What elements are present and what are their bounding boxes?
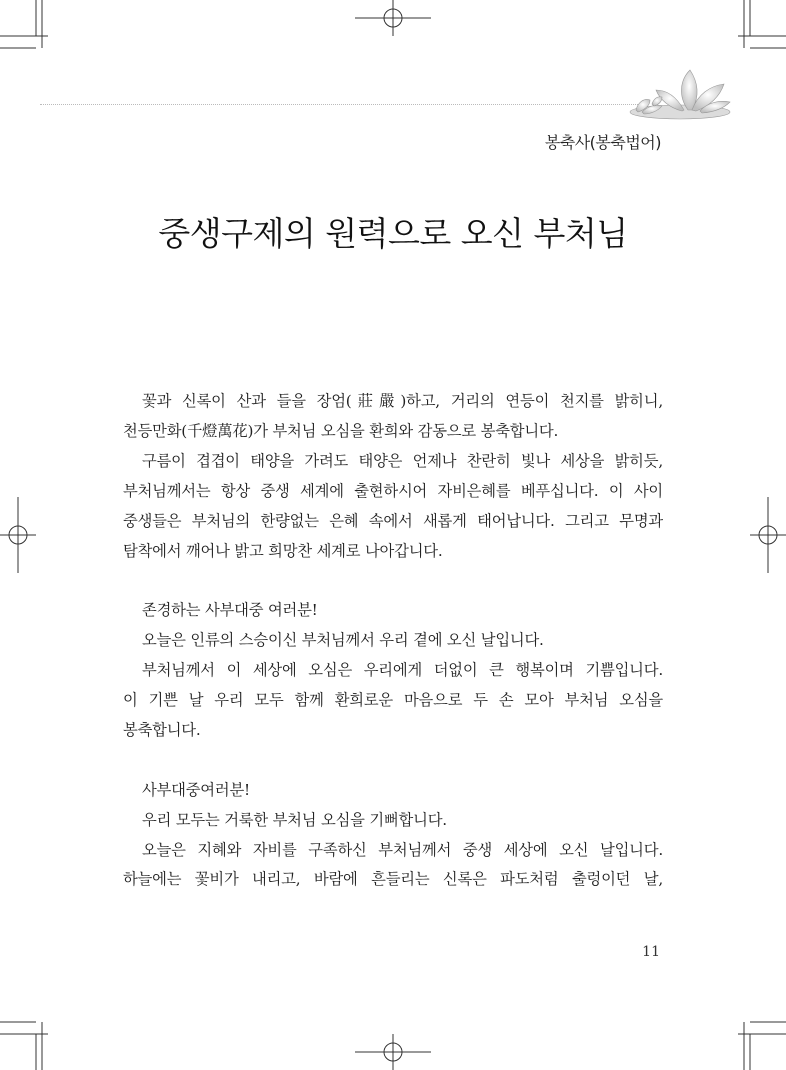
body-line: 구름이 겹겹이 태양을 가려도 태양은 언제나 찬란히 빛나 세상을 밝히듯, [142,451,663,470]
page-title: 중생구제의 원력으로 오신 부처님 [158,214,628,253]
body-line: 꽃과 신록이 산과 들을 장엄(莊嚴)하고, 거리의 연등이 천지를 밝히니, [142,392,663,410]
paragraph-gap [123,746,663,776]
paragraph-gap [123,566,663,596]
body-line: 사부대중여러분! [142,780,250,799]
body-line: 중생들은 부처님의 한량없는 은혜 속에서 새롭게 태어납니다. 그리고 무명과 [123,511,663,530]
body-line: 오늘은 지혜와 자비를 구족하신 부처님께서 중생 세상에 오신 날입니다. [142,840,663,859]
page-number: 11 [642,944,660,960]
body-line: 오늘은 인류의 스승이신 부처님께서 우리 곁에 오신 날입니다. [142,631,544,650]
body-line: 이 기쁜 날 우리 모두 함께 환희로운 마음으로 두 손 모아 부처님 오심을 [123,691,663,710]
lotus-flower-icon [628,66,732,120]
body-line: 우리 모두는 거룩한 부처님 오심을 기뻐합니다. [142,810,447,829]
section-label: 봉축사(봉축법어) [544,133,661,152]
body-line: 봉축합니다. [123,720,201,739]
body-line: 탐착에서 깨어나 밝고 희망찬 세계로 나아갑니다. [123,541,443,560]
body-line: 부처님께서 이 세상에 오심은 우리에게 더없이 큰 행복이며 기쁨입니다. [142,661,663,680]
body-line: 존경하는 사부대중 여러분! [142,601,318,620]
header-dotted-rule [40,104,640,105]
body-text [123,387,663,895]
body-line: 천등만화(千燈萬花)가 부처님 오심을 환희와 감동으로 봉축합니다. [123,421,559,440]
body-line: 하늘에는 꽃비가 내리고, 바람에 흔들리는 신록은 파도처럼 출렁이던 날, [123,870,663,889]
body-line: 부처님께서는 항상 중생 세계에 출현하시어 자비은혜를 베푸십니다. 이 사이 [123,481,663,500]
